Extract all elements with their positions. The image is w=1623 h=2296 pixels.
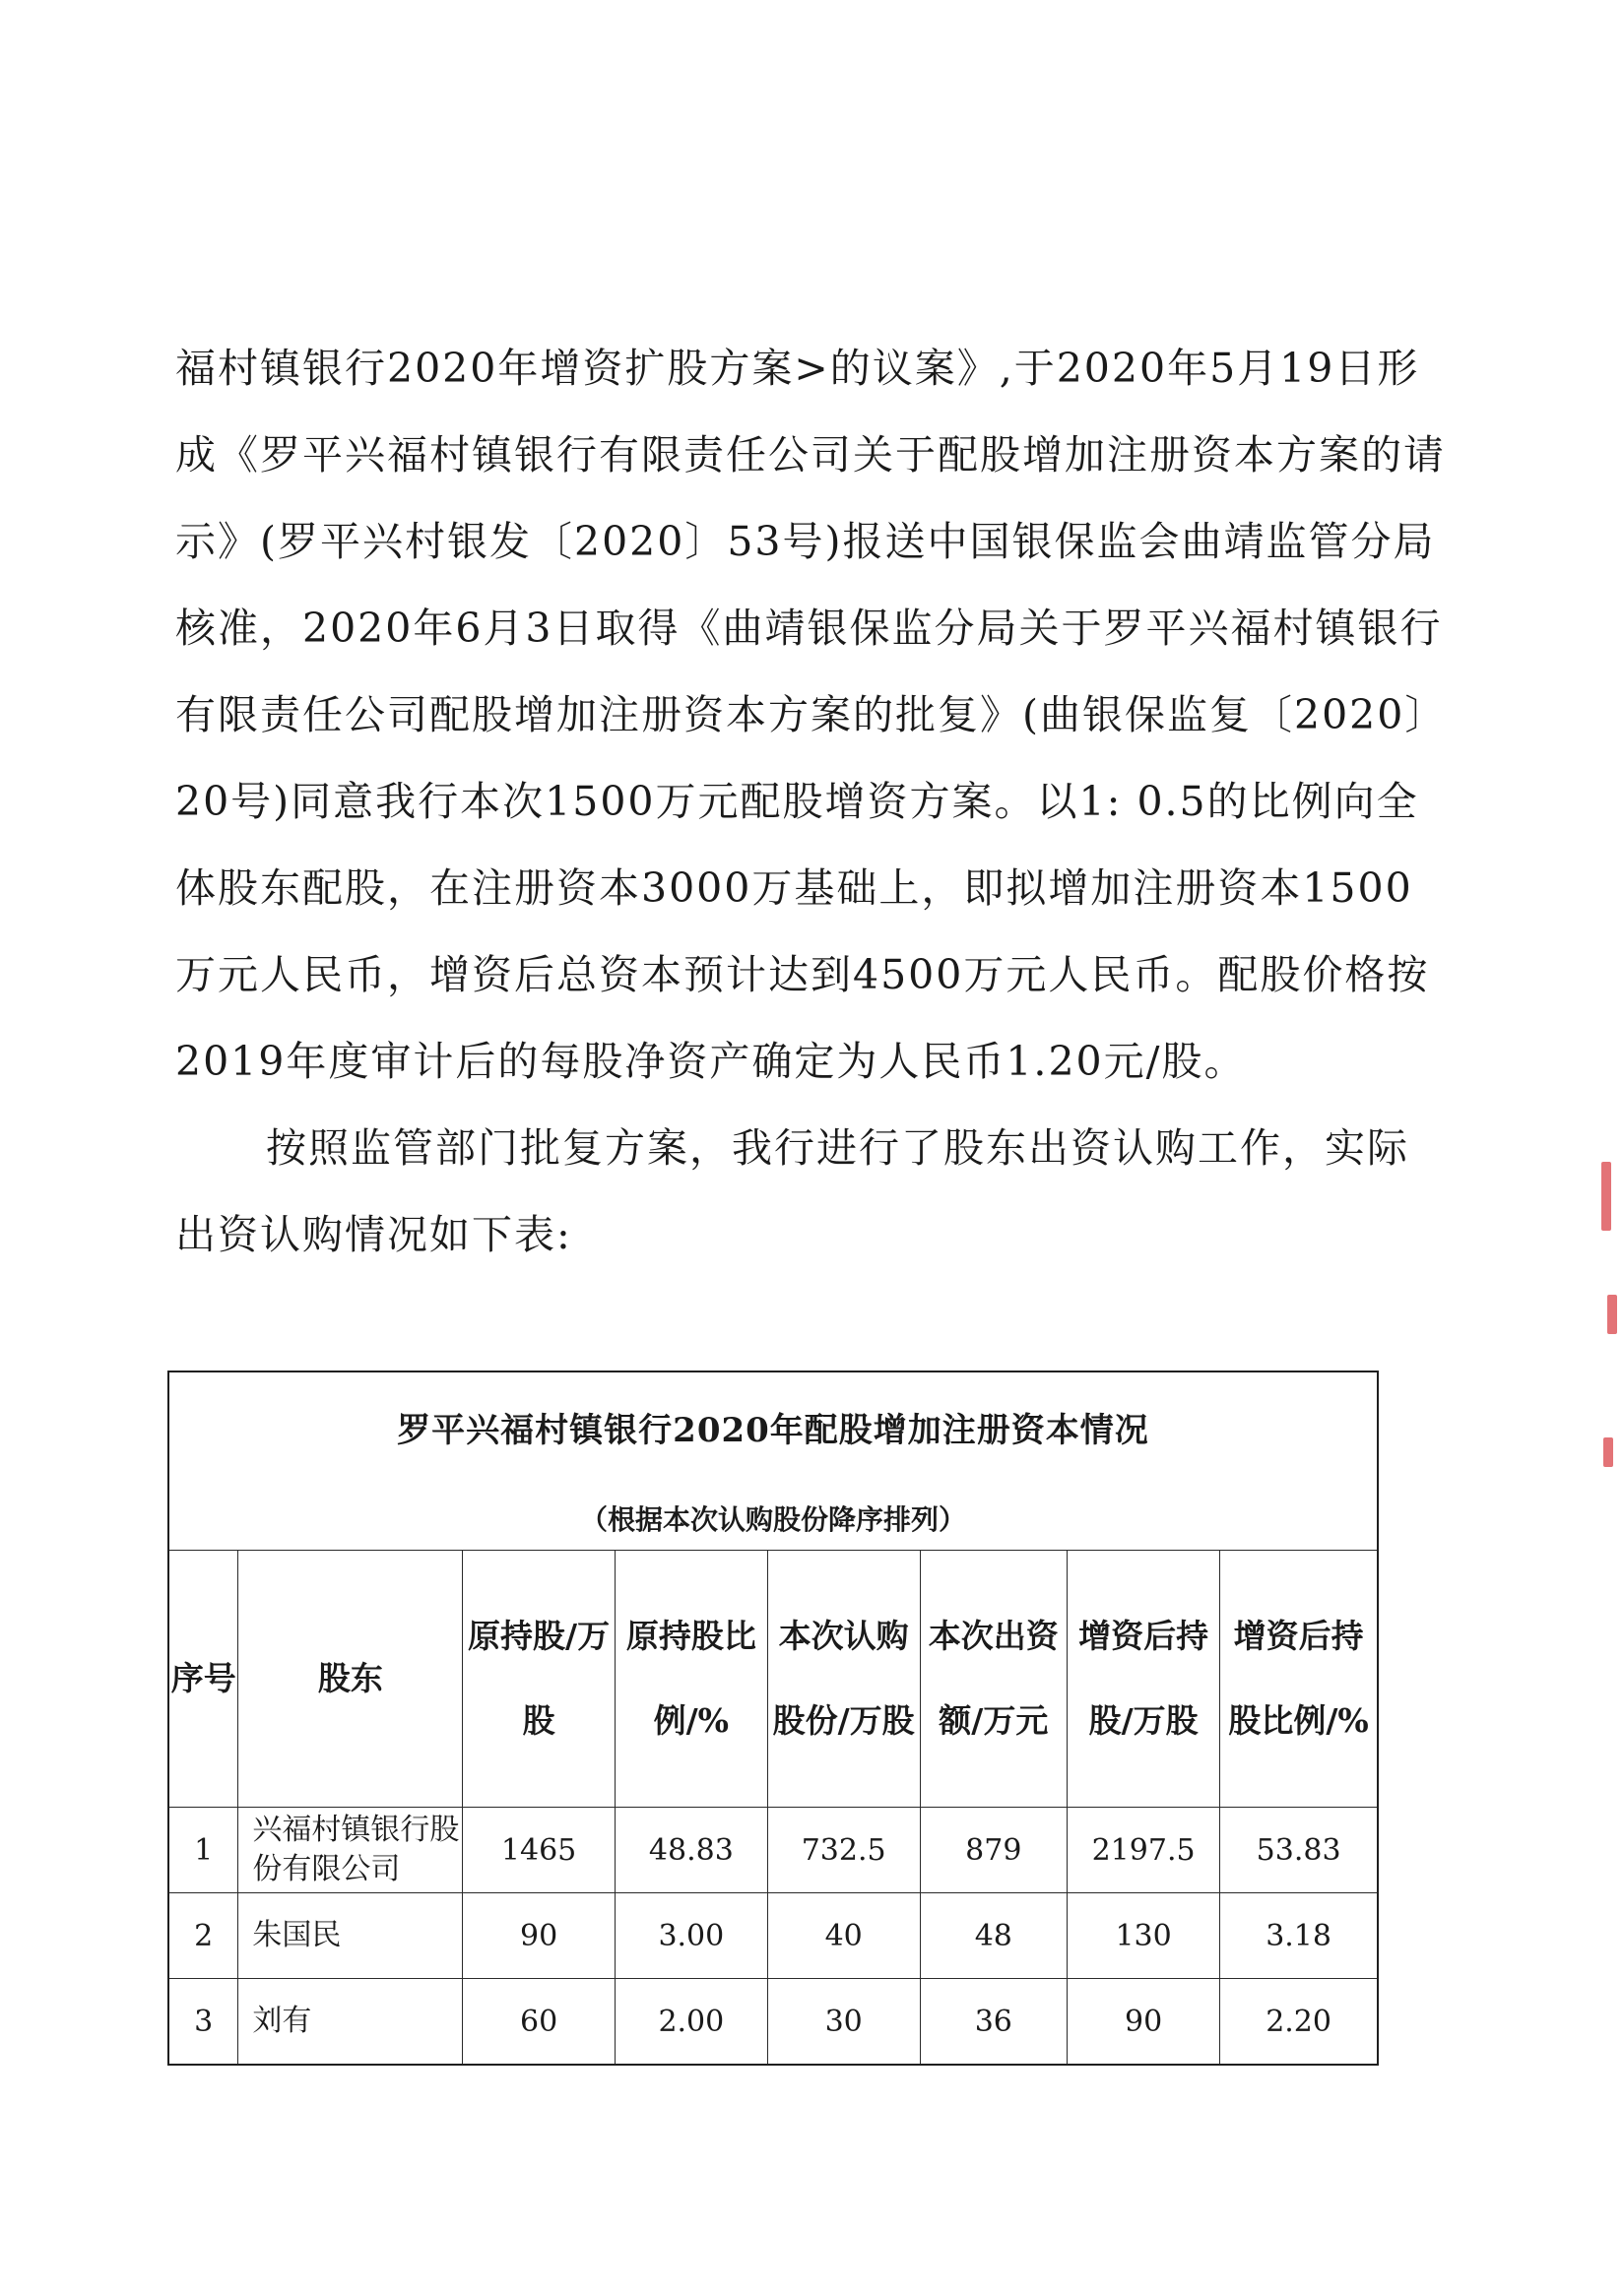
cell-shareholder: 刘有 (238, 1979, 463, 2066)
table-row (168, 1979, 1378, 2066)
header-sub-shares: 本次认购股份/万股 (767, 1551, 920, 1808)
cell-post-shares: 130 (1068, 1893, 1220, 1979)
capital-increase-table (167, 1371, 1379, 2066)
header-post-shares: 增资后持股/万股 (1068, 1551, 1220, 1808)
capital-table-wrapper (167, 1371, 1379, 2066)
cell-post-ratio: 2.20 (1220, 1979, 1378, 2066)
seal-edge-mark (1601, 1162, 1611, 1231)
cell-seq: 2 (168, 1893, 238, 1979)
body-text (175, 325, 1446, 1278)
header-orig-ratio: 原持股比例/% (615, 1551, 767, 1808)
cell-post-shares: 90 (1068, 1979, 1220, 2066)
table-title-row (168, 1371, 1378, 1551)
cell-sub-shares: 732.5 (767, 1808, 920, 1893)
cell-orig-shares: 60 (463, 1979, 616, 2066)
paragraph-2: 按照监管部门批复方案，我行进行了股东出资认购工作，实际出资认购情况如下表: (175, 1124, 1409, 1258)
cell-sub-shares: 30 (767, 1979, 920, 2066)
cell-orig-ratio: 48.83 (615, 1808, 767, 1893)
cell-post-ratio: 53.83 (1220, 1808, 1378, 1893)
cell-post-ratio: 3.18 (1220, 1893, 1378, 1979)
header-contribution: 本次出资额/万元 (920, 1551, 1067, 1808)
header-shareholder: 股东 (238, 1551, 463, 1808)
seal-edge-mark (1603, 1437, 1613, 1467)
cell-shareholder: 朱国民 (238, 1893, 463, 1979)
cell-sub-shares: 40 (767, 1893, 920, 1979)
table-subtitle: （根据本次认购股份降序排列） (579, 1502, 966, 1536)
table-title-cell (168, 1371, 1378, 1551)
cell-orig-shares: 1465 (463, 1808, 616, 1893)
cell-post-shares: 2197.5 (1068, 1808, 1220, 1893)
cell-orig-shares: 90 (463, 1893, 616, 1979)
header-post-ratio: 增资后持股比例/% (1220, 1551, 1378, 1808)
cell-shareholder: 兴福村镇银行股份有限公司 (238, 1808, 463, 1893)
cell-contribution: 879 (920, 1808, 1067, 1893)
cell-contribution: 48 (920, 1893, 1067, 1979)
paragraph-1: 福村镇银行2020年增资扩股方案>的议案》,于2020年5月19日形成《罗平兴福村镇银行有限责任公司关于配股增加注册资本方案的请示》(罗平兴村银发〔2020〕53号)报送中国银保监会曲靖监管分局核准，2020年6月3日取得《曲靖银保监分局关于罗平兴福村镇银行有限责任公司配股增加注册资本方案的批复》(曲银保监复〔2020〕20号)同意我行本次1500万元配股增资方案。以1: 0.5的比例向全体股东配股，在注册资本3000万基础上，即拟增加注册资本1500万元人民币，增资后总资本预计达到4500万元人民币。配股价格按2019年度审计后的每股净资产确定为人民币1.20元/股。 (175, 345, 1446, 1085)
table-row (168, 1893, 1378, 1979)
cell-orig-ratio: 3.00 (615, 1893, 767, 1979)
table-title: 罗平兴福村镇银行2020年配股增加注册资本情况 (397, 1410, 1149, 1450)
header-orig-shares: 原持股/万股 (463, 1551, 616, 1808)
cell-orig-ratio: 2.00 (615, 1979, 767, 2066)
table-header-row (168, 1551, 1378, 1808)
cell-contribution: 36 (920, 1979, 1067, 2066)
seal-edge-mark (1607, 1295, 1617, 1334)
header-seq: 序号 (168, 1551, 238, 1808)
cell-seq: 1 (168, 1808, 238, 1893)
table-row (168, 1808, 1378, 1893)
cell-seq: 3 (168, 1979, 238, 2066)
